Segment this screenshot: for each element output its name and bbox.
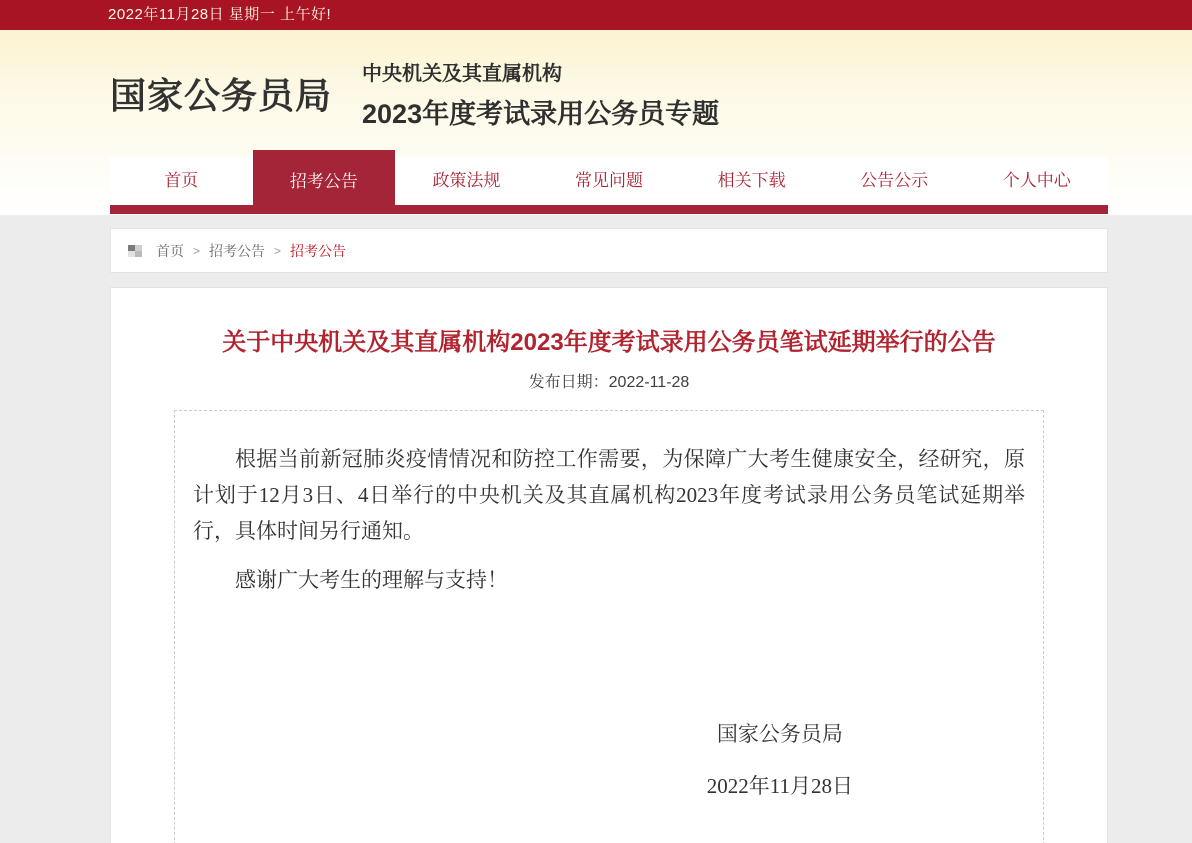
date-greeting-text: 2022年11月28日 星期一 上午好! xyxy=(108,6,332,23)
publish-date: 发布日期：2022-11-28 xyxy=(528,374,690,391)
top-date-bar xyxy=(0,0,1192,30)
nav-item-personal-center[interactable]: 个人中心 xyxy=(1002,171,1071,190)
main-nav xyxy=(110,157,1108,214)
article-panel xyxy=(110,287,1108,843)
article-paragraph: 根据当前新冠肺炎疫情情况和防控工作需要，为保障广大考生健康安全，经研究，原计划于12月3日、4日举行的中央机关及其直属机构2023年度考试录用公务员笔试延期举行，具体时间另行通知。 xyxy=(193,447,1025,543)
article-paragraph: 感谢广大考生的理解与支持！ xyxy=(235,568,508,592)
breadcrumb-current[interactable]: 招考公告 xyxy=(290,242,347,259)
site-logo-text[interactable]: 国家公务员局 xyxy=(110,75,333,116)
breadcrumb-separator: > xyxy=(193,243,201,258)
article-signature xyxy=(707,716,853,804)
site-header xyxy=(0,30,1192,215)
article-title: 关于中央机关及其直属机构2023年度考试录用公务员笔试延期举行的公告 xyxy=(222,329,996,356)
nav-item-policies[interactable]: 政策法规 xyxy=(432,171,501,190)
article-content xyxy=(174,410,1044,843)
breadcrumb-separator: > xyxy=(274,243,282,258)
subtitle-line1: 中央机关及其直属机构 xyxy=(362,62,563,85)
logo-row xyxy=(110,30,1108,157)
breadcrumb xyxy=(110,228,1108,273)
navbar xyxy=(110,157,1108,205)
subtitle-line2: 2023年度考试录用公务员专题 xyxy=(362,98,720,129)
nav-item-home[interactable]: 首页 xyxy=(164,171,199,190)
breadcrumb-home[interactable]: 首页 xyxy=(156,242,184,259)
breadcrumb-recruit[interactable]: 招考公告 xyxy=(209,242,266,259)
page-body xyxy=(0,215,1192,843)
broken-image-icon xyxy=(128,245,142,257)
nav-item-downloads[interactable]: 相关下载 xyxy=(717,171,786,190)
signature-date: 2022年11月28日 xyxy=(706,774,853,798)
nav-item-public-notices[interactable]: 公告公示 xyxy=(860,171,929,190)
site-subtitle xyxy=(362,57,719,131)
signature-org: 国家公务员局 xyxy=(716,722,843,746)
nav-item-recruit-announcements[interactable]: 招考公告 xyxy=(253,150,396,214)
nav-item-faq[interactable]: 常见问题 xyxy=(575,171,644,190)
